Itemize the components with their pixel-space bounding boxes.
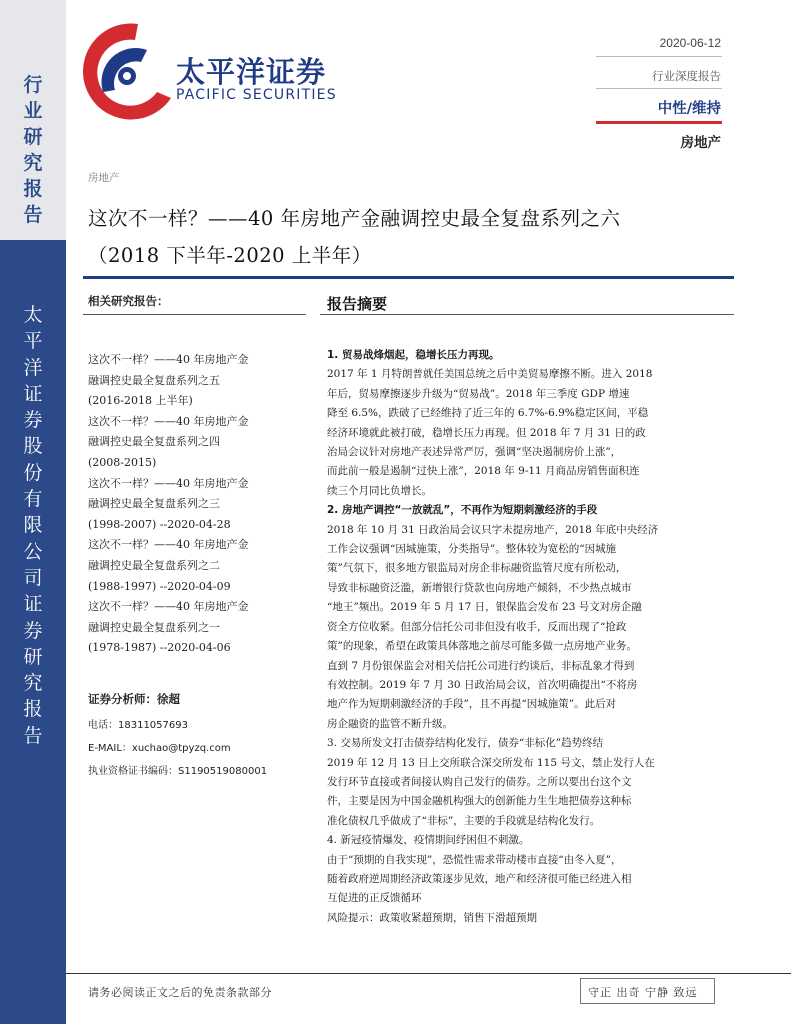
summary-line: 互促进的正反馈循环 xyxy=(327,892,422,905)
sidebar-char: 研 xyxy=(23,645,43,668)
related-reports-divider xyxy=(83,314,306,315)
summary-line: 策”的现象，希望在政策具体落地之前尽可能多做一点房地产业务。 xyxy=(327,640,637,653)
summary-line: 治局会议针对房地产表述异常严厉，强调“坚决遏制房价上涨”， xyxy=(327,446,622,459)
sidebar-company-label xyxy=(0,302,66,749)
summary-line: 资全方位收紧。但部分信托公司非但没有收手，反而出现了“抢政 xyxy=(327,620,627,633)
brand-name-chinese: 太平洋证券 xyxy=(176,55,327,89)
summary-line: 直到 7 月份银保监会对相关信托公司进行约谈后，非标乱象才得到 xyxy=(327,659,635,672)
related-reports-list xyxy=(88,350,296,659)
related-report-line: (1978-1987) --2020-04-06 xyxy=(88,641,231,655)
analyst-phone: 电话：18311057693 xyxy=(88,720,188,731)
sidebar-char: 证 xyxy=(23,593,43,616)
summary-line: 发行环节直接或者间接认购自己发行的债券。之所以要出台这个文 xyxy=(327,775,632,788)
summary-line: 经济环境就此被打破，稳增长压力再现。但 2018 年 7 月 31 日的政 xyxy=(327,426,646,439)
header-divider xyxy=(596,56,722,57)
summary-divider xyxy=(320,314,734,315)
sidebar-char: 有 xyxy=(23,488,43,511)
rating: 中性/维持 xyxy=(657,101,721,117)
related-report-line: 融调控史最全复盘系列之一 xyxy=(88,620,220,634)
sidebar-char: 平 xyxy=(23,330,43,353)
sidebar-char: 究 xyxy=(23,672,43,695)
rating-accent-bar xyxy=(596,121,722,124)
sidebar-char: 告 xyxy=(23,204,43,226)
pacific-securities-logo-icon xyxy=(83,20,173,132)
related-report-item xyxy=(88,474,296,536)
related-reports-heading: 相关研究报告： xyxy=(88,294,169,308)
analyst-license: 执业资格证书编码：S1190519080001 xyxy=(88,766,268,777)
summary-line: 而此前一般是遏制“过快上涨”，2018 年 9-11 月商品房销售面积连 xyxy=(327,465,640,478)
sidebar-char: 洋 xyxy=(23,356,43,379)
related-report-line: (2008-2015) xyxy=(88,455,157,469)
related-report-line: 这次不一样？——40 年房地产金 xyxy=(88,538,249,552)
footer-disclaimer: 请务必阅读正文之后的免责条款部分 xyxy=(88,986,272,999)
summary-line: 导致非标融资泛滥，新增银行贷款也向房地产倾斜，不少热点城市 xyxy=(327,581,632,594)
related-report-item xyxy=(88,350,296,412)
summary-line: 策”气氛下，很多地方银监局对房企非标融资监管尺度有所松动， xyxy=(327,562,627,575)
summary-line: 1. 贸易战烽烟起，稳增长压力再现。 xyxy=(327,349,500,361)
footer-divider xyxy=(66,973,791,974)
title-divider xyxy=(83,276,734,279)
report-date: 2020-06-12 xyxy=(659,36,721,50)
sidebar-char: 究 xyxy=(23,152,43,174)
sector-label: 房地产 xyxy=(680,135,721,151)
report-title-line2: （2018 下半年-2020 上半年） xyxy=(88,244,372,267)
sidebar-char: 司 xyxy=(23,566,43,589)
related-report-item xyxy=(88,412,296,474)
sidebar-report-type-label xyxy=(0,72,66,228)
related-report-line: 融调控史最全复盘系列之五 xyxy=(88,373,220,387)
analyst-heading: 证券分析师：徐超 xyxy=(88,692,180,706)
related-report-line: 这次不一样？——40 年房地产金 xyxy=(88,353,249,366)
sidebar-char: 业 xyxy=(23,100,43,122)
summary-line: 地产作为短期刺激经济的手段”，且不再提“因城施策”。此后对 xyxy=(327,698,617,711)
summary-line: 4. 新冠疫情爆发，疫情期间纾困但不刺激。 xyxy=(327,834,530,847)
sidebar-char: 券 xyxy=(23,409,43,432)
summary-line: 有效控制。2019 年 7 月 30 日政治局会议，首次明确提出“不将房 xyxy=(327,678,638,691)
related-report-line: (2016-2018 上半年) xyxy=(88,394,193,408)
summary-line: 年后，贸易摩擦逐步升级为“贸易战”。2018 年三季度 GDP 增速 xyxy=(327,387,630,400)
summary-line: 降至 6.5%，跌破了已经维持了近三年的 6.7%-6.9%稳定区间，平稳 xyxy=(327,407,649,420)
summary-line: 2. 房地产调控“一放就乱”，不再作为短期刺激经济的手段 xyxy=(327,504,598,517)
summary-line: 房企融资的监管不断升级。 xyxy=(327,717,453,730)
related-report-line: (1988-1997) --2020-04-09 xyxy=(88,579,231,593)
sidebar-top-panel xyxy=(0,0,66,240)
summary-heading: 报告摘要 xyxy=(327,295,388,313)
summary-line: 件，主要是因为中国金融机构强大的创新能力生生地把债券这种标 xyxy=(327,795,632,808)
sidebar-char: 券 xyxy=(23,619,43,642)
header-divider xyxy=(596,88,722,89)
related-report-line: 这次不一样？——40 年房地产金 xyxy=(88,600,249,614)
sidebar-char: 份 xyxy=(23,461,43,484)
sidebar-char: 证 xyxy=(23,382,43,405)
summary-line: 2019 年 12 月 13 日上交所联合深交所发布 115 号文，禁止发行人在 xyxy=(327,756,655,769)
brand-name-english: PACIFIC SECURITIES xyxy=(176,87,337,103)
summary-line: 由于“预期的自我实现”，恐慌性需求带动楼市直接“由冬入夏”， xyxy=(327,853,622,866)
sidebar-char: 股 xyxy=(23,435,43,458)
related-report-item xyxy=(88,535,296,597)
sidebar xyxy=(0,0,66,1024)
sidebar-char: 告 xyxy=(23,724,43,747)
sidebar-char: 太 xyxy=(23,304,43,326)
summary-line: 续三个月同比负增长。 xyxy=(327,484,432,497)
sidebar-char: 研 xyxy=(23,126,43,148)
summary-line: 风险提示：政策收紧超预期，销售下滑超预期 xyxy=(327,911,537,924)
related-report-line: 这次不一样？——40 年房地产金 xyxy=(88,476,249,490)
related-report-line: 融调控史最全复盘系列之四 xyxy=(88,435,220,449)
related-report-item xyxy=(88,597,296,659)
category-label: 房地产 xyxy=(88,172,120,184)
related-report-line: 这次不一样？——40 年房地产金 xyxy=(88,414,249,428)
sidebar-char: 行 xyxy=(23,74,43,96)
summary-line: 随着政府逆周期经济政策逐步见效，地产和经济很可能已经进入相 xyxy=(327,872,632,885)
report-title-line1: 这次不一样？——40 年房地产金融调控史最全复盘系列之六 xyxy=(88,207,621,230)
sidebar-char: 报 xyxy=(23,698,43,721)
summary-line: “地王”频出。2019 年 5 月 17 日，银保监会发布 23 号文对房企融 xyxy=(327,601,642,614)
report-type: 行业深度报告 xyxy=(652,69,721,83)
summary-line: 2018 年 10 月 31 日政治局会议只字未提房地产，2018 年底中央经济 xyxy=(327,523,659,536)
summary-line: 2017 年 1 月特朗普就任美国总统之后中美贸易摩擦不断。进入 2018 xyxy=(327,368,653,381)
summary-line: 3. 交易所发文打击债券结构化发行，债券“非标化”趋势终结 xyxy=(327,737,604,750)
summary-line: 准化债权几乎做成了“非标”，主要的手段就是结构化发行。 xyxy=(327,814,601,827)
sidebar-char: 报 xyxy=(23,178,43,200)
sidebar-char: 限 xyxy=(23,514,43,537)
footer-motto: 守正 出奇 宁静 致远 xyxy=(588,986,698,999)
related-report-line: (1998-2007) --2020-04-28 xyxy=(88,517,231,531)
related-report-line: 融调控史最全复盘系列之二 xyxy=(88,558,220,572)
related-report-line: 融调控史最全复盘系列之三 xyxy=(88,497,220,511)
analyst-email: E-MAIL：xuchao@tpyzq.com xyxy=(88,743,231,754)
sidebar-char: 公 xyxy=(23,540,43,563)
summary-body xyxy=(327,346,716,928)
summary-line: 工作会议强调“因城施策，分类指导”。整体较为宽松的“因城施 xyxy=(327,543,617,556)
sidebar-bottom-panel xyxy=(0,240,66,1024)
